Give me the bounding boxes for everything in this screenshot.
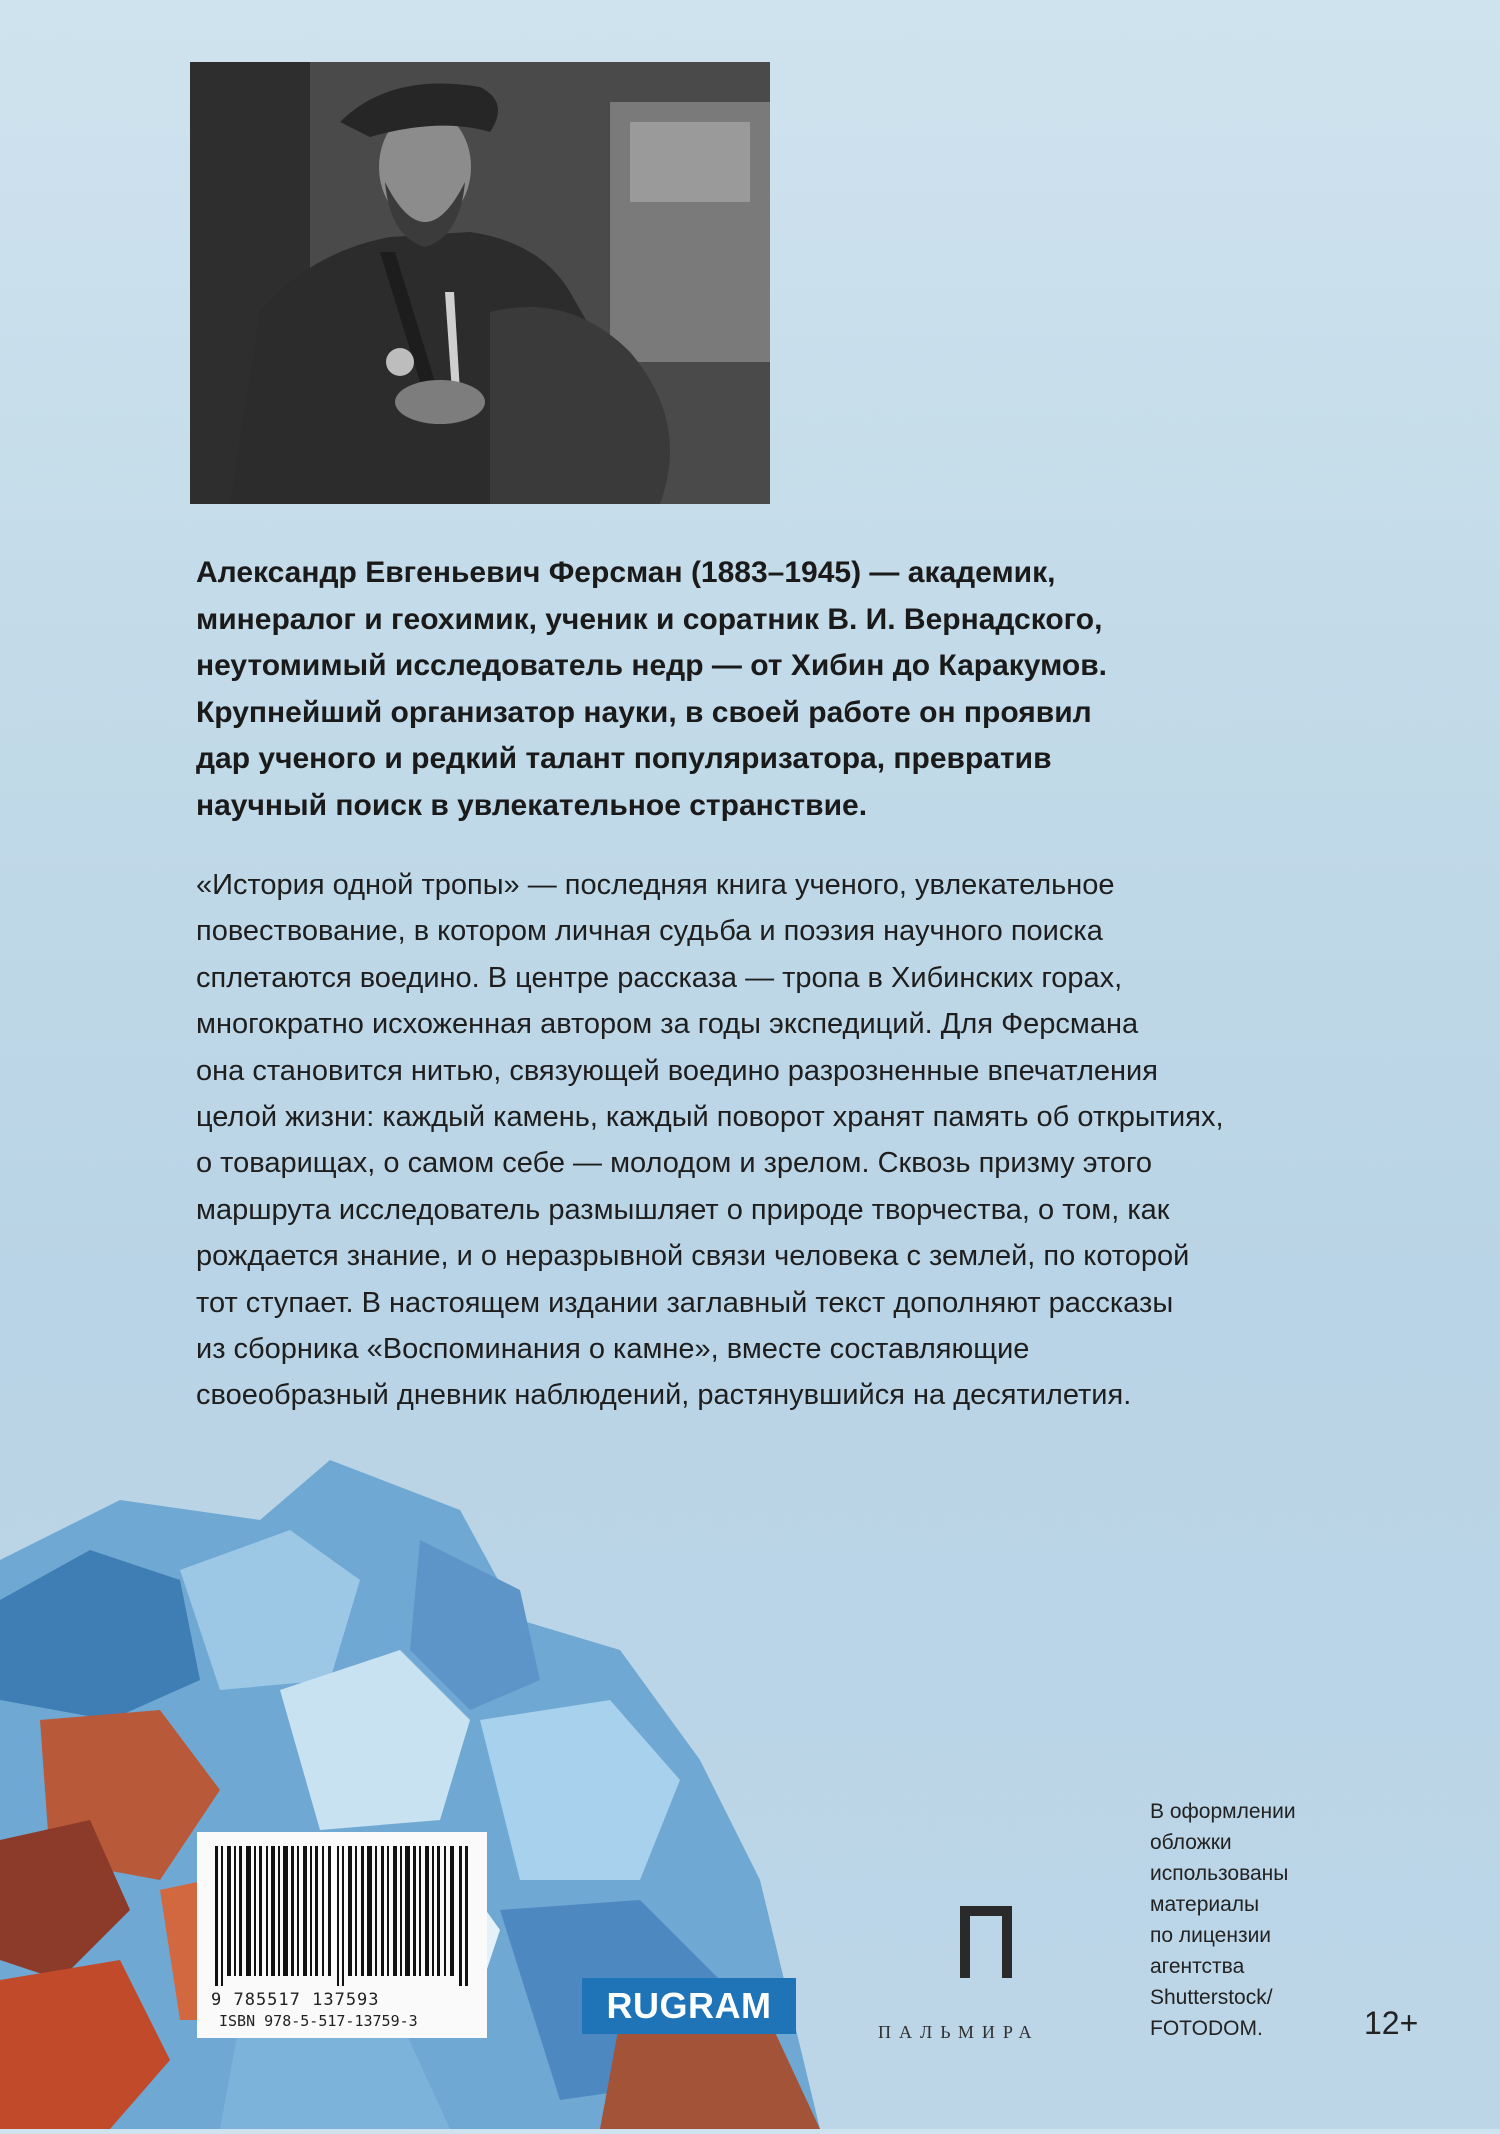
palmira-logo-icon: [958, 1900, 1014, 1978]
barcode-label: [197, 1832, 487, 2038]
author-portrait-photo: [190, 62, 770, 504]
barcode-digits: 9 785517 137593: [211, 1990, 380, 2010]
publisher-name: ПАЛЬМИРА: [878, 2022, 1040, 2042]
image-credits: В оформлении обложки использованы материалы по лицензии агентства Shutterstock/ FOTODOM.: [1150, 1800, 1296, 2040]
author-biography-paragraph: Александр Евгеньевич Ферсман (1883–1945) — академик, минералог и геохимик, ученик и соратник В. И. Вернадского, неутомимый исследователь недр — от Хибин до Каракумов. Крупнейший организатор науки, в своей работе он проявил дар ученого и редкий талант популяризатора, превратив научный поиск в увлекательное странствие.: [196, 556, 1107, 822]
portrait-photo-icon: [190, 62, 770, 504]
rugram-logo: RUGRAM: [582, 1978, 796, 2034]
age-rating: 12+: [1364, 2005, 1419, 2041]
isbn-number: ISBN 978-5-517-13759-3: [219, 2012, 418, 2030]
barcode-icon: [215, 1846, 469, 1986]
book-description-paragraph: «История одной тропы» — последняя книга ученого, увлекательное повествование, в котором личная судьба и поэзия научного поиска сплетаются воедино. В центре рассказа — тропа в Хибинских горах, многократно исхоженная автором за годы экспедиций. Для Ферсмана она становится нитью, связующей воедино разрозненные впечатления целой жизни: каждый камень, каждый поворот хранят память об открытиях, о товарищах, о самом себе — молодом и зрелом. Сквозь призму этого маршрута исследователь размышляет о природе творчества, о том, как рождается знание, и о неразрывной связи человека с землей, по которой тот ступает. В настоящем издании заглавный текст дополняют рассказы из сборника «Воспоминания о камне», вместе составляющие своеобразный дневник наблюдений, растянувшийся на десятилетия.: [196, 869, 1224, 1412]
